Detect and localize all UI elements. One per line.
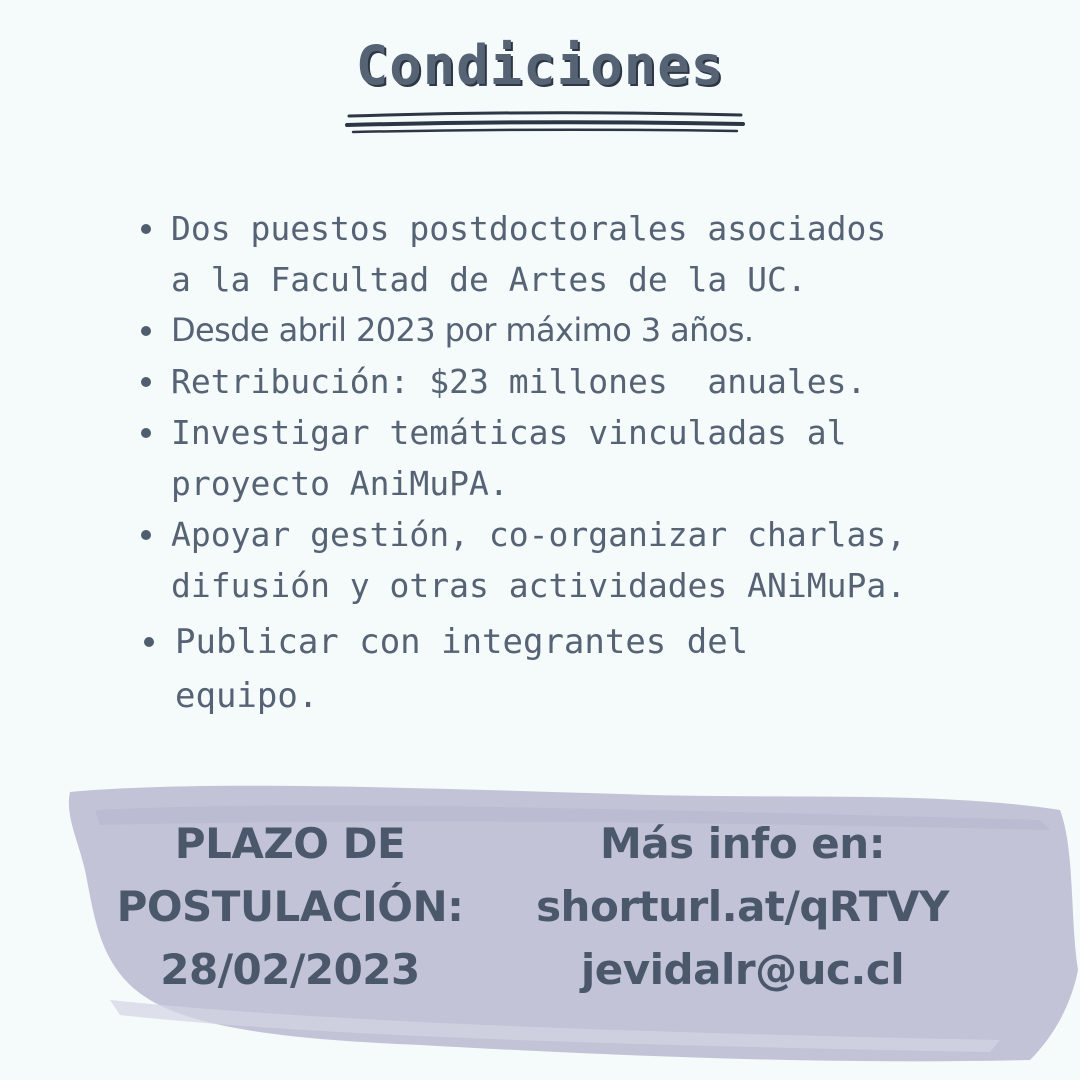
list-item [138, 305, 1038, 356]
condition-line: Investigar temáticas vinculadas al [171, 413, 847, 452]
bullet-icon [141, 224, 151, 234]
deadline-block [90, 812, 490, 1001]
list-item [138, 509, 1038, 611]
condition-line: equipo. [175, 676, 319, 716]
info-url[interactable]: shorturl.at/qRTVY [536, 882, 949, 931]
condition-line: Publicar con integrantes del [175, 622, 749, 662]
condition-line: Retribución: $23 millones anuales. [171, 362, 867, 401]
deadline-label: PLAZO DE [174, 819, 406, 868]
list-item [138, 407, 1038, 509]
deadline-label: POSTULACIÓN: [116, 882, 464, 931]
bullet-icon [141, 530, 151, 540]
bullet-icon [141, 377, 151, 387]
info-heading: Más info en: [600, 819, 885, 868]
info-block [505, 812, 980, 1001]
condition-line: Apoyar gestión, co-organizar charlas, [171, 515, 907, 554]
condition-line: a la Facultad de Artes de la UC. [171, 260, 807, 299]
condition-line: Desde abril 2023 por máximo 3 años. [171, 311, 754, 349]
list-item [138, 356, 1038, 407]
bullet-icon [144, 637, 154, 647]
deadline-date: 28/02/2023 [160, 945, 420, 994]
bullet-icon [141, 326, 151, 336]
condition-line: proyecto AniMuPA. [171, 464, 509, 503]
info-email[interactable]: jevidalr@uc.cl [580, 945, 905, 994]
title-underline [345, 108, 745, 138]
page-title: Condiciones [355, 34, 725, 97]
conditions-list [138, 203, 1038, 723]
bullet-icon [141, 428, 151, 438]
list-item [138, 203, 1038, 305]
condition-line: Dos puestos postdoctorales asociados [171, 209, 887, 248]
list-item [138, 615, 1038, 723]
condition-line: difusión y otras actividades ANiMuPa. [171, 566, 907, 605]
